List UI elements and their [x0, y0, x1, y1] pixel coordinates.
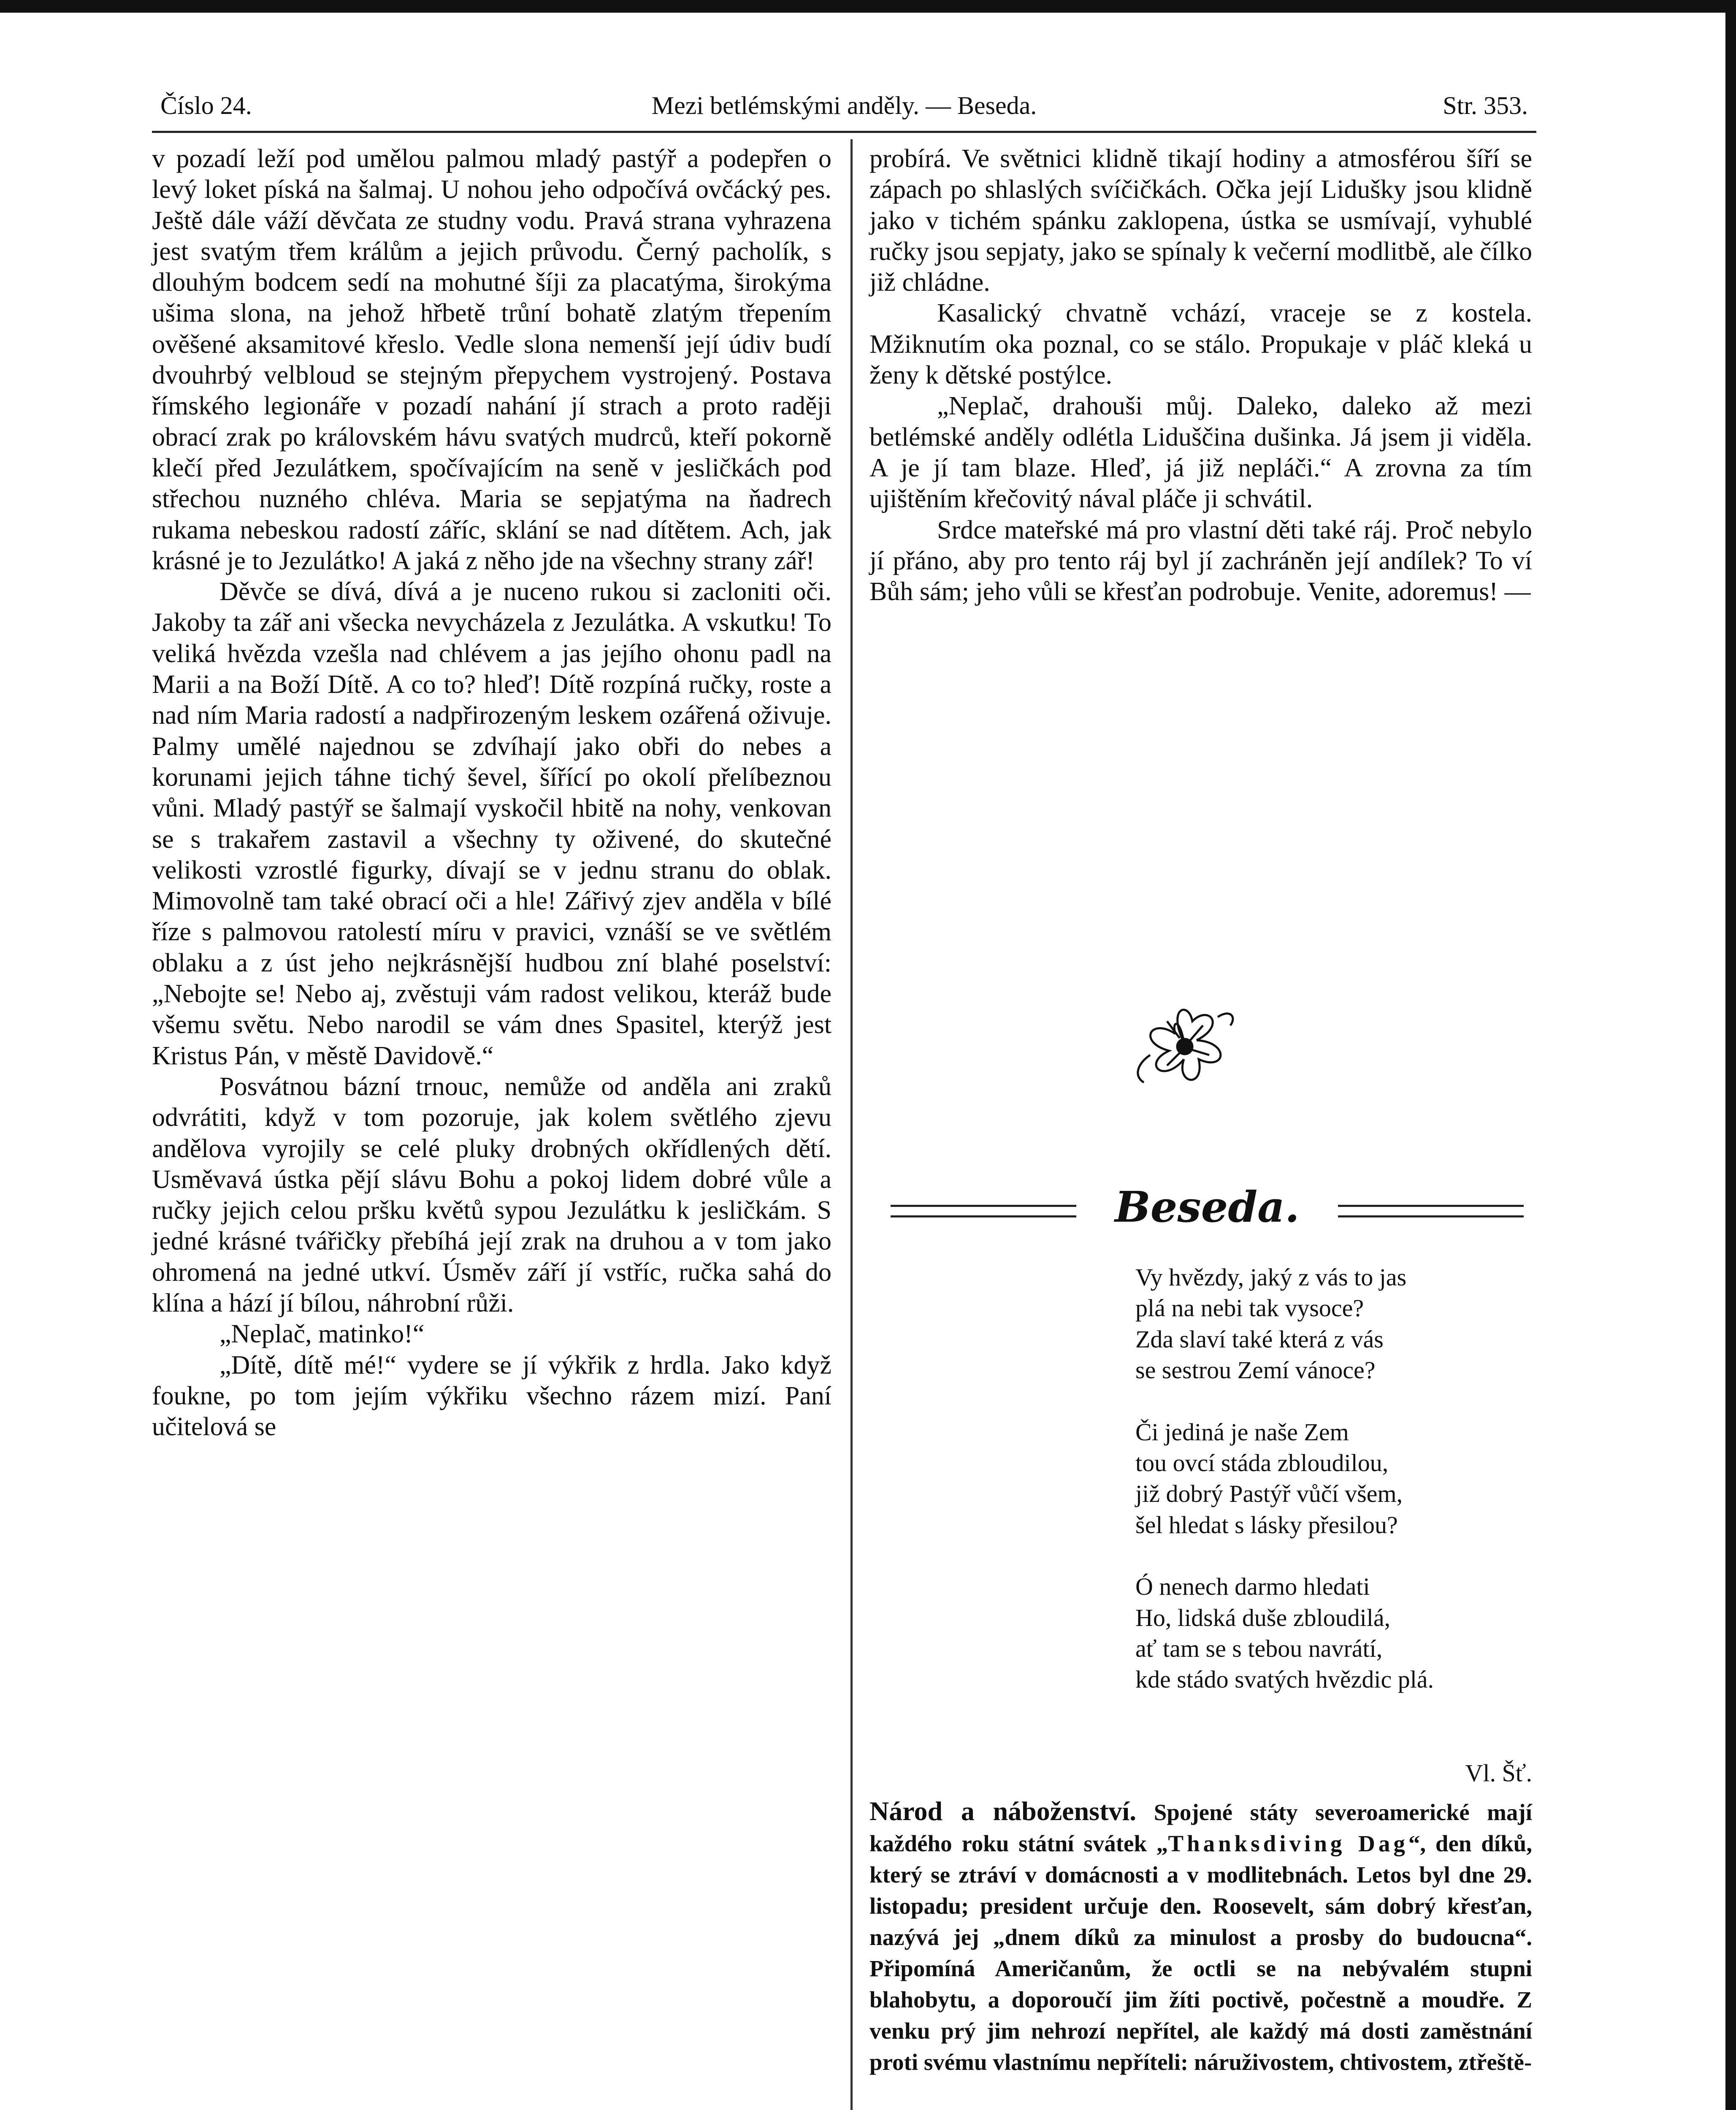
paragraph: „Neplač, drahouši můj. Daleko, daleko až mezi betlémské anděly odlétla Liduščina dušinka. Já jsem ji viděla. A je jí tam blaze. Hleď, já již nepláči.“ A zrovna za tím ujištěním křečovitý nával pláče ji schvátil. — [869, 392, 1532, 514]
poem-stanza — [1135, 1417, 1532, 1541]
paragraph: Kasalický chvatně vchází, vraceje se z kostela. Mžiknutím oka poznal, co se stálo. Propukaje v pláč kleká u ženy k dětské postýlce. — [869, 299, 1532, 390]
paragraph: Posvátnou bázní trnouc, nemůže od anděla ani zraků odvrátiti, když v tom pozoruje, jak kolem světlého zjevu andělova vyrojily se celé pluky drobných okřídlených dětí. Usměvavá ústka pějí slávu Bohu a pokoj lidem dobré vůle a ručky jejich celou pršku květů sypou Jezulátku k jesličkám. S jedné krásné tvářičky přebíhá její zrak na druhou a v tom jako ohromená na jedné utkví. Úsměv září jí vstříc, ručka sahá do klína a hází jí bílou, náhrobní růži. — [152, 1072, 831, 1317]
paragraph: „Neplač, matinko!“ — [219, 1320, 425, 1349]
poem-line: kde stádo svatých hvězdic plá. — [1135, 1666, 1434, 1693]
poem-line: Vy hvězdy, jaký z vás to jas — [1135, 1263, 1407, 1291]
column-rule — [850, 139, 853, 2110]
left-column — [152, 143, 831, 1442]
section-heading — [869, 1182, 1532, 1232]
article-spaced-term: Thanksdiving Dag — [1168, 1831, 1408, 1856]
right-column-story — [869, 143, 1532, 607]
poem-line: Ho, lidská duše zbloudilá, — [1135, 1604, 1391, 1631]
header-title: Mezi betlémskými anděly. — Beseda. — [651, 92, 1037, 119]
article-heading: Národ a náboženství. — [869, 1796, 1137, 1826]
scan-border-right — [1725, 0, 1736, 2110]
poem-line: Zda slaví také která z vás — [1135, 1325, 1384, 1353]
issue-number: Číslo 24. — [160, 92, 252, 119]
paragraph: Srdce mateřské má pro vlastní děti také ráj. Proč nebylo jí přáno, aby pro tento ráj byl jí zachráněn její andílek? To ví Bůh sám; jeho vůli se křesťan podrobuje. Venite, adoremus! — — [869, 515, 1532, 606]
poem-author: Vl. Šť. — [1465, 1759, 1532, 1787]
poem-stanza — [1135, 1262, 1532, 1386]
article-text: “, den díků, který se ztráví v domácnosti a v modlitebnách. Letos byl dne 29. listopadu; president určuje den. Roosevelt, sám dobrý křesťan, nazývá jej „dnem díků za minulost a prosby do budoucna“. Připomíná Američanům, že octli se na nebývalém stupni blahobytu, a doporoučí jim žíti poctivě, počestně a moudře. Z venku prý jim nehrozí nepřítel, ale každý má dosti zaměstnání proti svému vlastnímu nepříteli: náruživostem, chtivostem, ztřeště- — [869, 1831, 1533, 2075]
poem-line: se sestrou Zemí vánoce? — [1135, 1356, 1376, 1384]
poem-line: šel hledat s lásky přesilou? — [1135, 1511, 1398, 1539]
poem-line: ať tam se s tebou navrátí, — [1135, 1635, 1383, 1663]
poem-line: Ó nenech darmo hledati — [1135, 1573, 1370, 1601]
scan-border-top — [0, 0, 1736, 13]
paragraph: „Dítě, dítě mé!“ vydere se jí výkřik z hrdla. Jako když foukne, po tom jejím výkřiku všechno rázem mizí. Paní učitelová se — [152, 1350, 831, 1442]
poem-stanza — [1135, 1571, 1532, 1695]
paragraph: v pozadí leží pod umělou palmou mladý pastýř a podepřen o levý loket píská na šalmaj. U nohou jeho odpočívá ovčácký pes. Ještě dále váží děvčata ze studny vodu. Pravá strana vyhrazena jest svatým třem králům a jejich průvodu. Černý pacholík, s dlouhým bodcem sedí na mohutné šíji za placatýma, širokýma ušima slona, na jehož hřbetě trůní bohatě zlatým třepením ověšené aksamitové křeslo. Vedle slona nemenší její údiv budí dvouhrbý velbloud se stejným přepychem vystrojený. Postava římského legionáře v pozadí nahání jí strach a proto raději obrací zrak po královském hávu svatých mudrců, kteří pokorně klečí před Jezulátkem, spočívajícím na seně v jesličkách pod střechou nuzného chléva. Maria se sepjatýma na ňadrech rukama nebeskou radostí záříc, sklání se nad dítětem. Ach, jak krásné je to Jezulátko! A jaká z něho jde na všechny strany zář! — [152, 144, 831, 575]
double-rule — [891, 1205, 1076, 1217]
poem-line: tou ovcí stáda zbloudilou, — [1135, 1449, 1389, 1477]
flower-ornament-icon — [1125, 992, 1243, 1093]
page — [152, 84, 1536, 2110]
section-title: Beseda. — [1115, 1182, 1300, 1232]
poem — [1135, 1262, 1532, 1787]
poem-line: Či jediná je naše Zem — [1135, 1418, 1349, 1446]
news-article — [869, 1796, 1532, 2078]
paragraph: Děvče se dívá, dívá a je nuceno rukou si zacloniti oči. Jakoby ta zář ani všecka nevycházela z Jezulátka. A vskutku! To veliká hvězda vzešla nad chlévem a jas jejího ohonu padl na Marii a na Boží Dítě. A co to? hleď! Dítě rozpíná ručky, roste a nad ním Maria radostí a nadpřirozeným leskem ozářená oživuje. Palmy umělé najednou se zdvíhají jako obři do nebes a korunami jejich táhne tichý ševel, šířící po okolí přelíbeznou vůni. Mladý pastýř se šalmají vyskočil hbitě na nohy, venkovan se s trakařem zastavil a všechny ty oživené, do skutečné velikosti vzrostlé figurky, dívají se v jednu stranu do oblak. Mimovolně tam také obrací oči a hle! Zářivý zjev anděla v bílé říze s palmovou ratolestí míru v pravici, vznáší se ve světlém oblaku a z úst jeho nejkrásnější hudbou zní blahé poselství: „Nebojte se! Nebo aj, zvěstuji vám radost velikou, kteráž bude všemu světu. Nebo narodil se vám dnes Spasitel, kterýž jest Kristus Pán, v městě Davidově.“ — [152, 577, 831, 1070]
running-header — [152, 84, 1536, 127]
poem-line: již dobrý Pastýř vůčí všem, — [1135, 1480, 1403, 1508]
poem-line: plá na nebi tak vysoce? — [1135, 1294, 1364, 1322]
double-rule — [1338, 1205, 1524, 1217]
article-text: Spojené státy severoamerické mají každého roku státní svátek „ — [869, 1799, 1533, 1856]
header-rule — [152, 131, 1536, 133]
paragraph: probírá. Ve světnici klidně tikají hodiny a atmosférou šíří se zápach po shlaslých svíčičkách. Očka její Lidušky jsou klidně jako v tichém spánku zaklopena, ústka se usmívají, vyhublé ručky jsou sepjaty, jako se spínaly k večerní modlitbě, ale čílko již chládne. — [869, 144, 1532, 297]
page-number: Str. 353. — [1443, 92, 1528, 119]
